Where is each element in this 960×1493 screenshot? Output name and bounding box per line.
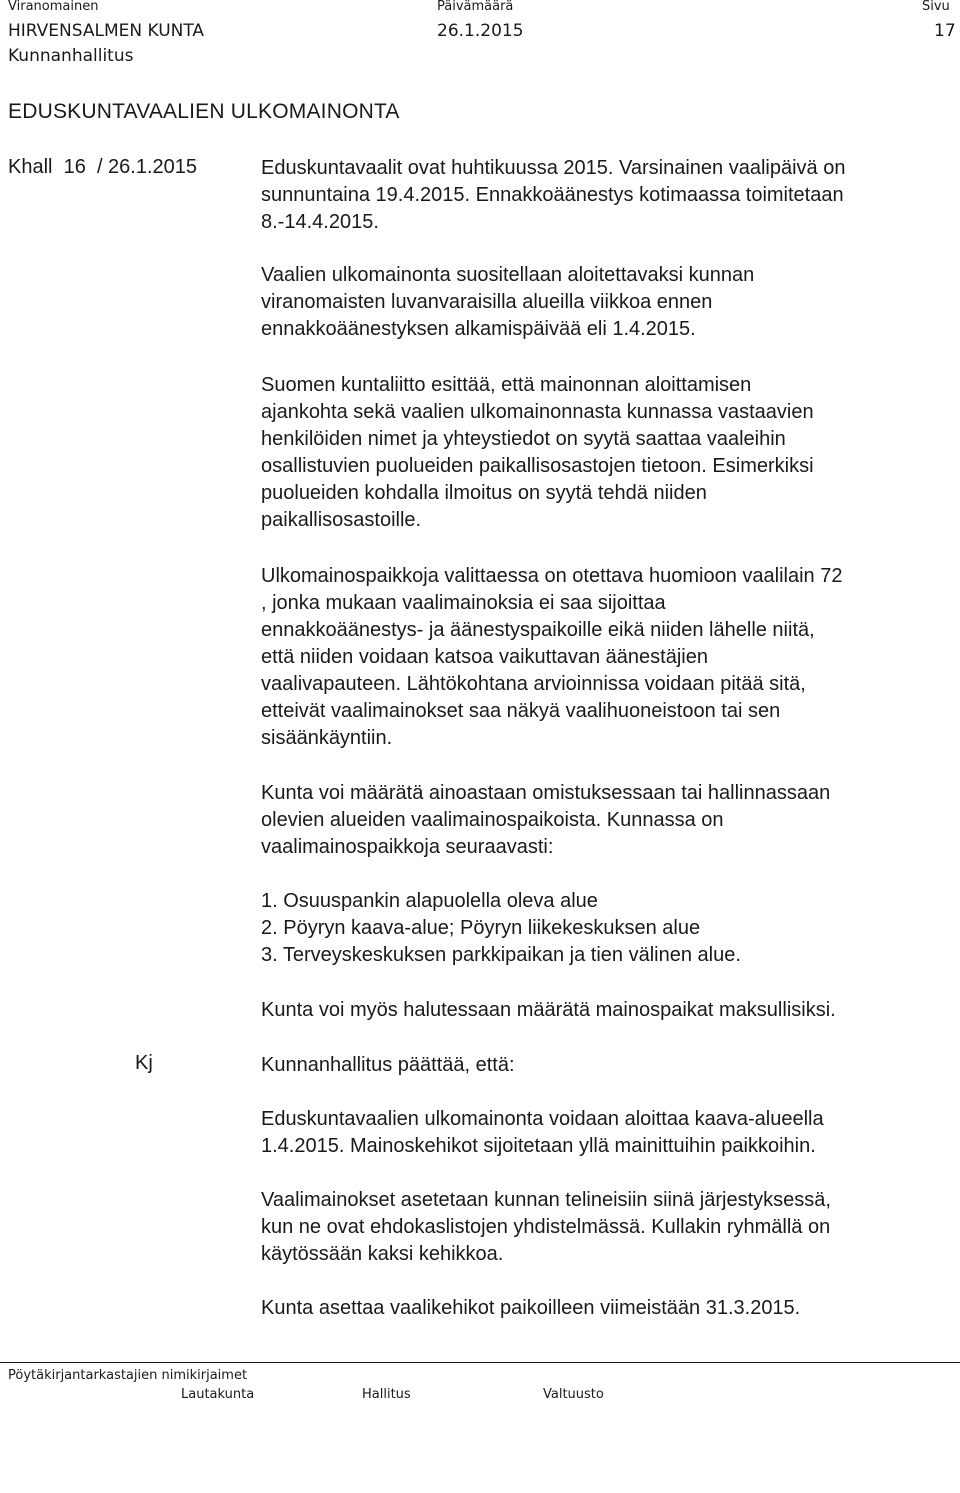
header-page-number: 17: [934, 21, 956, 41]
header-page-label: Sivu: [922, 0, 950, 14]
text-line: Kunta voi myös halutessaan määrätä mainospaikat maksullisiksi.: [261, 999, 836, 1021]
paragraph-4: [261, 563, 951, 752]
text-line: paikallisosastoille.: [261, 509, 422, 531]
paragraph-3: [261, 372, 951, 534]
header-date: 26.1.2015: [437, 21, 524, 41]
document-title: EDUSKUNTAVAALIEN ULKOMAINONTA: [8, 100, 400, 123]
footer-col-hallitus: Hallitus: [362, 1387, 411, 1402]
text-line: Kunnanhallitus päättää, että:: [261, 1054, 515, 1076]
footer-title: Pöytäkirjantarkastajien nimikirjaimet: [8, 1368, 248, 1383]
proposal-paragraph-3: [261, 1295, 951, 1322]
header-authority-label: Viranomainen: [8, 0, 99, 14]
text-line: Vaalimainokset asetetaan kunnan telineisiin siinä järjestyksessä,: [261, 1189, 831, 1211]
paragraph-5: [261, 780, 951, 861]
text-line: ennakkoäänestyksen alkamispäivää eli 1.4.2015.: [261, 318, 696, 340]
location-list: [261, 888, 741, 969]
header-date-label: Päivämäärä: [437, 0, 514, 14]
text-line: olevien alueiden vaalimainospaikoista. Kunnassa on: [261, 809, 724, 831]
text-line: etteivät vaalimainokset saa näkyä vaalihuoneistoon tai sen: [261, 700, 781, 722]
text-line: henkilöiden nimet ja yhteystiedot on syytä saattaa vaaleihin: [261, 428, 786, 450]
footer-divider: [0, 1362, 960, 1363]
header-body-name: Kunnanhallitus: [8, 46, 134, 66]
list-item: 3. Terveyskeskuksen parkkipaikan ja tien välinen alue.: [261, 944, 741, 966]
text-line: ennakkoäänestys- ja äänestyspaikoille eikä niiden lähelle niitä,: [261, 619, 815, 641]
list-item: 2. Pöyryn kaava-alue; Pöyryn liikekeskuksen alue: [261, 917, 701, 939]
case-reference: Khall 16 / 26.1.2015: [8, 156, 198, 178]
text-line: ajankohta sekä vaalien ulkomainonnasta kunnassa vastaavien: [261, 401, 814, 423]
text-line: viranomaisten luvanvaraisilla alueilla viikkoa ennen: [261, 291, 713, 313]
paragraph-2: [261, 262, 951, 343]
text-line: käytössään kaksi kehikkoa.: [261, 1243, 504, 1265]
text-line: Suomen kuntaliitto esittää, että mainonnan aloittamisen: [261, 374, 752, 396]
proposal-paragraph-1: [261, 1106, 951, 1160]
text-line: kun ne ovat ehdokaslistojen yhdistelmässä. Kullakin ryhmällä on: [261, 1216, 831, 1238]
text-line: 8.-14.4.2015.: [261, 211, 379, 233]
text-line: että niiden voidaan katsoa vaikuttavan äänestäjien: [261, 646, 708, 668]
text-line: vaalimainospaikkoja seuraavasti:: [261, 836, 554, 858]
footer-col-lautakunta: Lautakunta: [181, 1387, 255, 1402]
text-line: Eduskuntavaalit ovat huhtikuussa 2015. Varsinainen vaalipäivä on: [261, 157, 846, 179]
text-line: sisäänkäyntiin.: [261, 727, 393, 749]
header-authority-name: HIRVENSALMEN KUNTA: [8, 21, 205, 41]
proposal-paragraph-2: [261, 1187, 951, 1268]
paragraph-1: [261, 155, 951, 236]
paragraph-after-list: [261, 997, 951, 1024]
text-line: Ulkomainospaikkoja valittaessa on otettava huomioon vaalilain 72: [261, 565, 843, 587]
text-line: puolueiden kohdalla ilmoitus on syytä tehdä niiden: [261, 482, 707, 504]
proposal-intro: [261, 1052, 951, 1079]
text-line: , jonka mukaan vaalimainoksia ei saa sijoittaa: [261, 592, 666, 614]
text-line: 1.4.2015. Mainoskehikot sijoitetaan yllä mainittuihin paikkoihin.: [261, 1135, 816, 1157]
footer-col-valtuusto: Valtuusto: [543, 1387, 604, 1402]
list-item: 1. Osuuspankin alapuolella oleva alue: [261, 890, 598, 912]
text-line: sunnuntaina 19.4.2015. Ennakkoäänestys kotimaassa toimitetaan: [261, 184, 844, 206]
text-line: Eduskuntavaalien ulkomainonta voidaan aloittaa kaava-alueella: [261, 1108, 824, 1130]
text-line: Vaalien ulkomainonta suositellaan aloitettavaksi kunnan: [261, 264, 755, 286]
text-line: vaalivapauteen. Lähtökohtana arvioinnissa voidaan pitää sitä,: [261, 673, 806, 695]
text-line: Kunta voi määrätä ainoastaan omistuksessaan tai hallinnassaan: [261, 782, 831, 804]
proposal-label: Kj: [135, 1052, 153, 1074]
text-line: osallistuvien puolueiden paikallisosastojen tietoon. Esimerkiksi: [261, 455, 814, 477]
text-line: Kunta asettaa vaalikehikot paikoilleen viimeistään 31.3.2015.: [261, 1297, 801, 1319]
